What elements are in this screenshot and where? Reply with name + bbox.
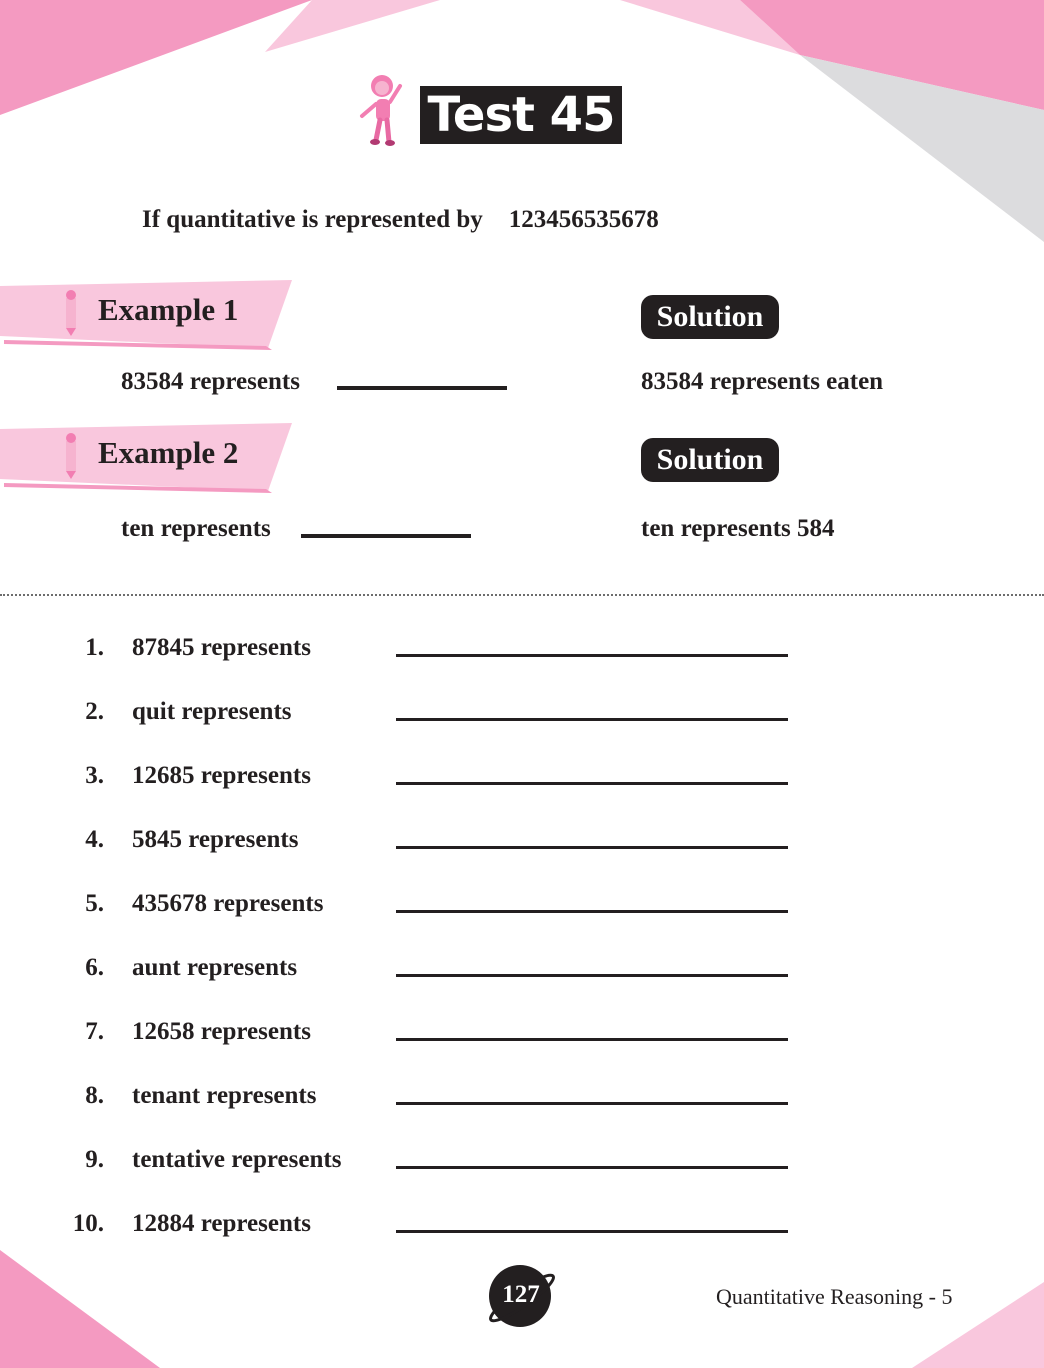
question-text: 12884 represents [132, 1210, 311, 1237]
example-2-question: ten represents [121, 515, 271, 542]
question-number: 7. [85, 1018, 104, 1045]
answer-blank[interactable] [396, 910, 788, 913]
answer-blank[interactable] [396, 718, 788, 721]
answer-blank[interactable] [396, 974, 788, 977]
question-text: 12685 represents [132, 762, 311, 789]
question-number: 4. [85, 826, 104, 853]
example-2-answer-blank [301, 534, 471, 538]
corner-top-left-light [265, 0, 440, 52]
question-text: tentative represents [132, 1146, 342, 1173]
question-text: 5845 represents [132, 826, 299, 853]
question-number: 1. [85, 634, 104, 661]
pencil-icon [66, 433, 76, 479]
question-text: 435678 represents [132, 890, 324, 917]
pencil-icon [66, 290, 76, 336]
answer-blank[interactable] [396, 1166, 788, 1169]
question-text: 87845 represents [132, 634, 311, 661]
example-1-answer-blank [337, 386, 507, 390]
section-divider [0, 594, 1044, 596]
book-title-footer: Quantitative Reasoning - 5 [716, 1284, 953, 1309]
page-title: Test 45 [420, 86, 622, 144]
question-text: 12658 represents [132, 1018, 311, 1045]
intro-statement [142, 206, 659, 234]
answer-blank[interactable] [396, 654, 788, 657]
question-text: tenant represents [132, 1082, 317, 1109]
answer-blank[interactable] [396, 846, 788, 849]
corner-top-left-pink [0, 0, 312, 115]
page-number: 127 [502, 1281, 540, 1308]
example-2-label: Example 2 [98, 435, 239, 470]
question-text: quit represents [132, 698, 292, 725]
example-2-answer: ten represents 584 [641, 515, 835, 542]
example-1-solution-badge: Solution [641, 295, 779, 339]
question-number: 5. [85, 890, 104, 917]
question-number: 6. [85, 954, 104, 981]
example-1-question: 83584 represents [121, 368, 300, 395]
intro-code: 123456535678 [508, 206, 659, 233]
question-number: 2. [85, 698, 104, 725]
answer-blank[interactable] [396, 1102, 788, 1105]
example-1-label: Example 1 [98, 292, 239, 327]
question-number: 10. [72, 1210, 104, 1237]
answer-blank[interactable] [396, 1230, 788, 1233]
girl-mascot-icon [356, 72, 406, 146]
answer-blank[interactable] [396, 782, 788, 785]
intro-text: If quantitative is represented by [142, 206, 483, 233]
example-1-answer: 83584 represents eaten [641, 368, 884, 395]
question-text: aunt represents [132, 954, 298, 981]
question-number: 8. [85, 1082, 104, 1109]
corner-bottom-left-pink [0, 1250, 160, 1368]
question-number: 9. [85, 1146, 104, 1173]
question-number: 3. [85, 762, 104, 789]
answer-blank[interactable] [396, 1038, 788, 1041]
example-2-solution-badge: Solution [641, 438, 779, 482]
